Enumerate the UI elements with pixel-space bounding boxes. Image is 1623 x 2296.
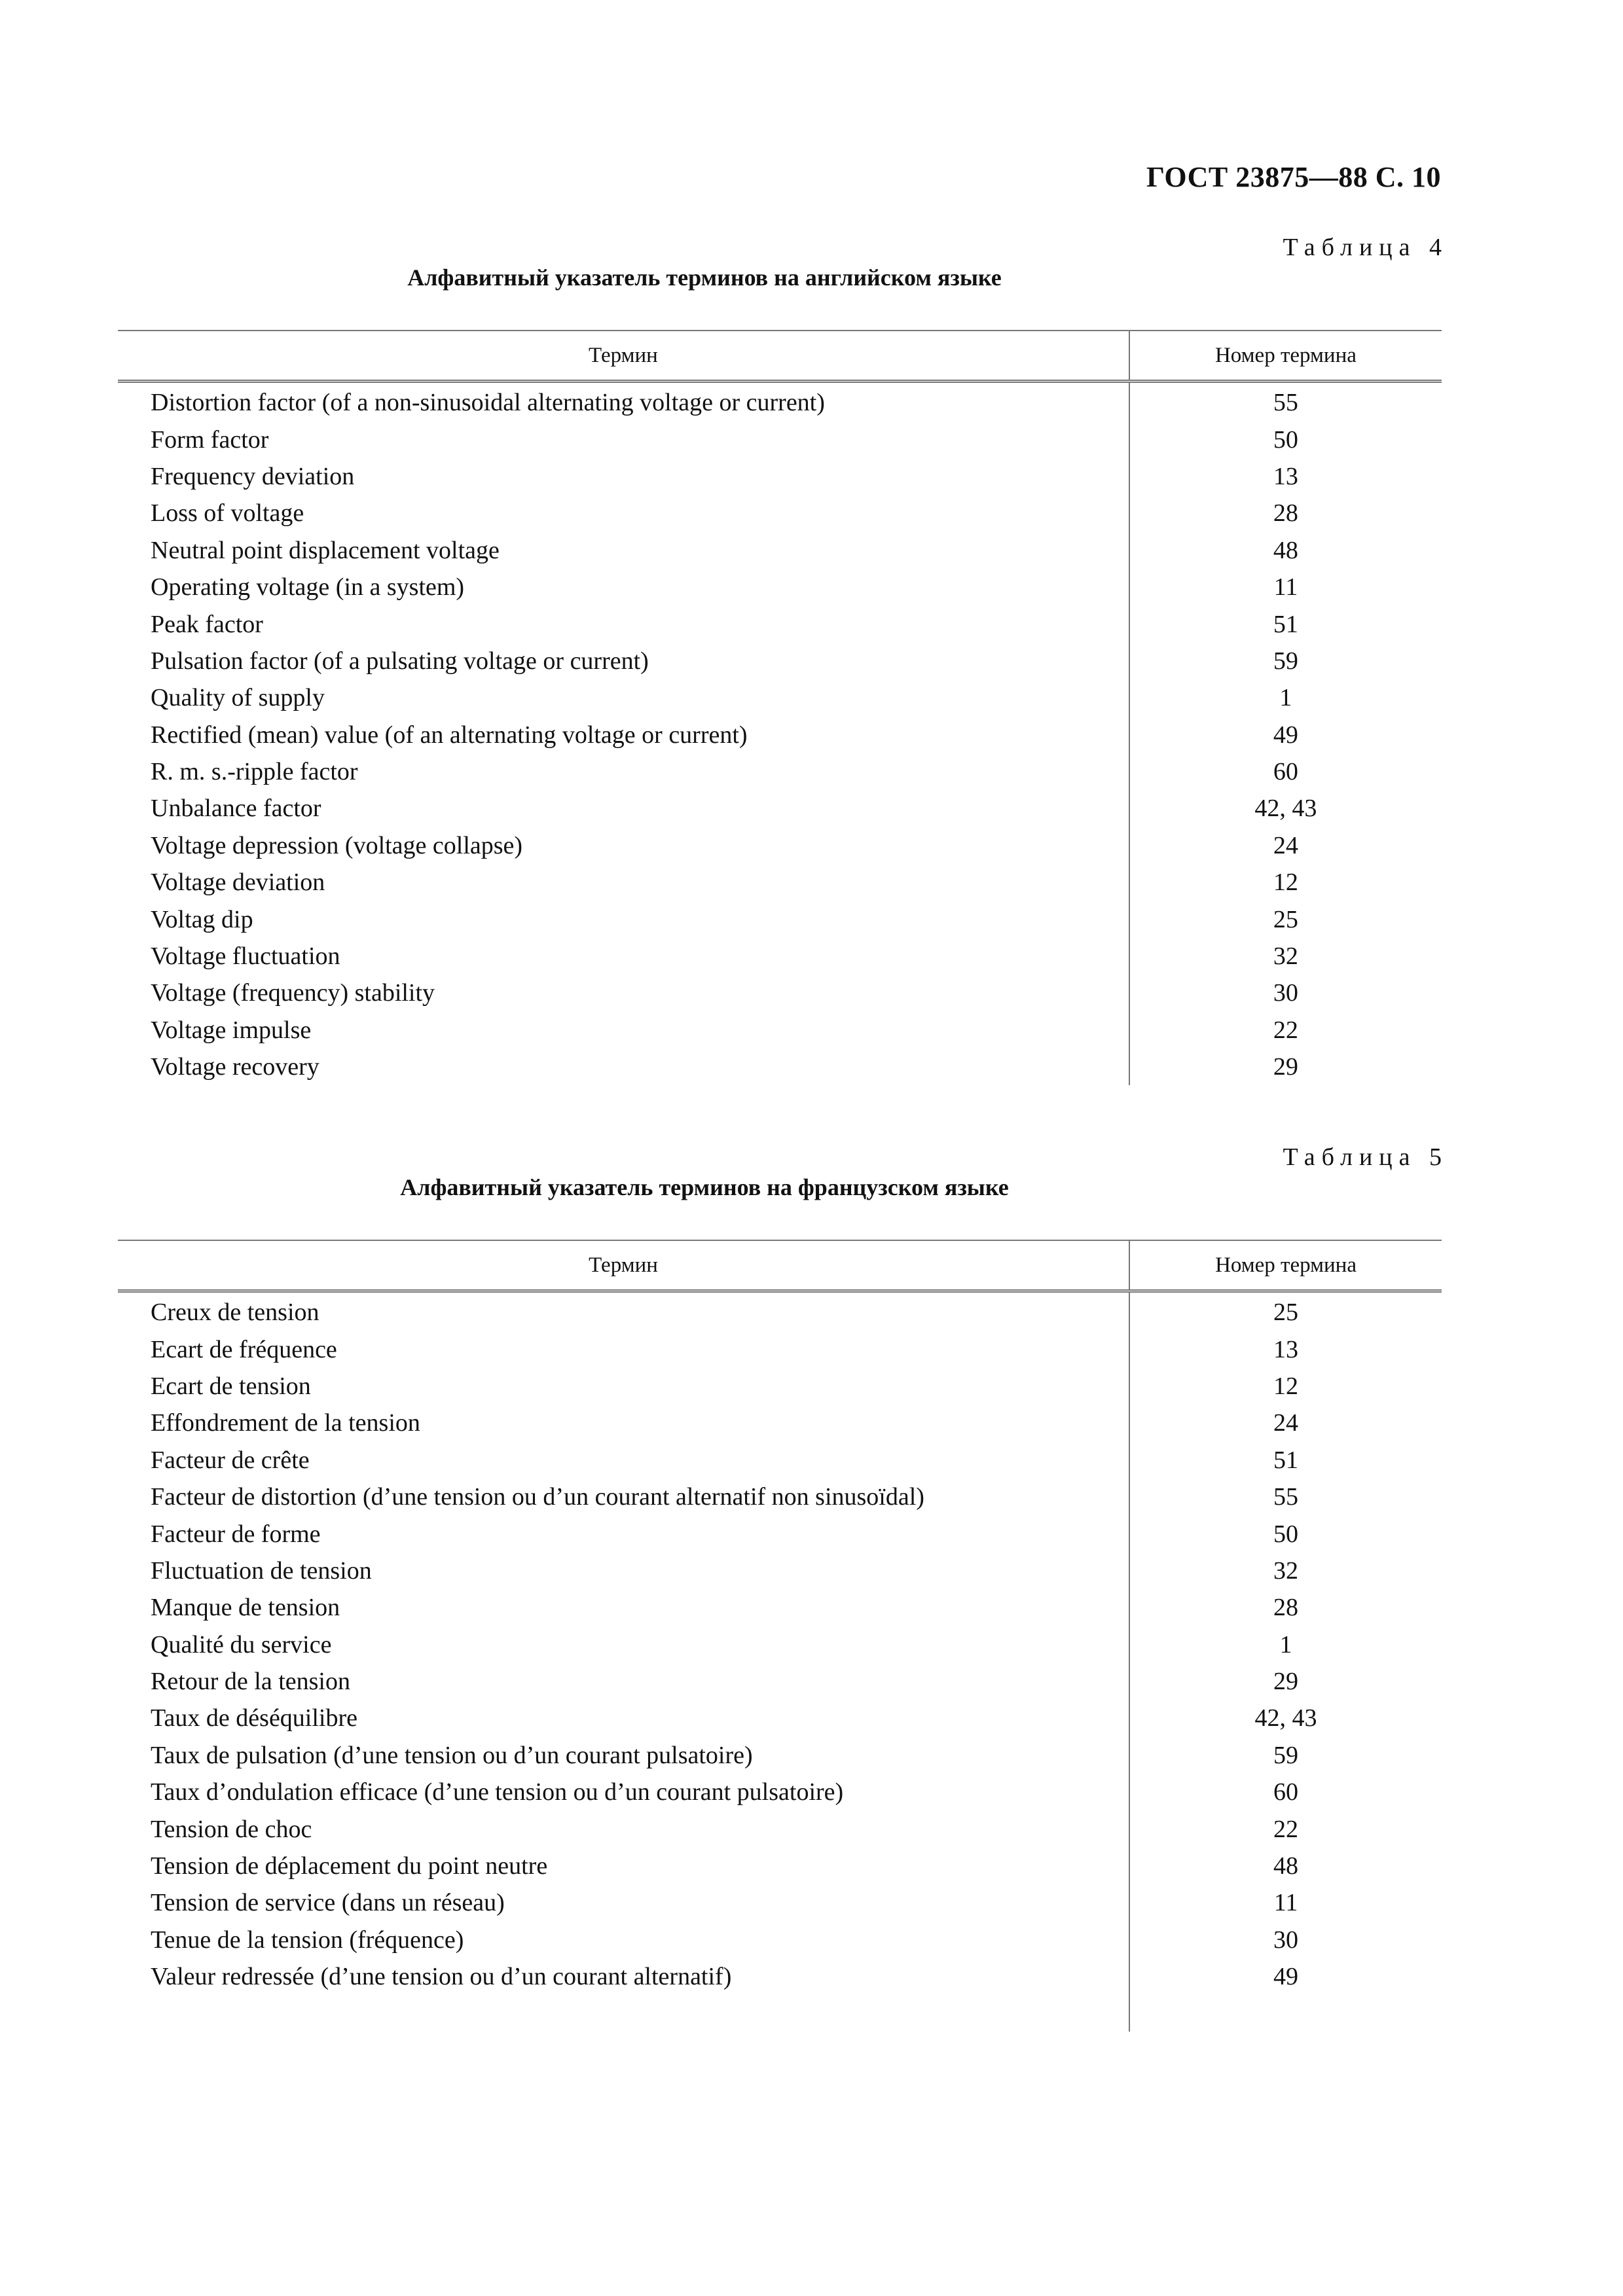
empty-row <box>118 1995 1442 2032</box>
empty-cell <box>1129 1995 1442 2032</box>
column-header-term: Термин <box>118 1240 1129 1291</box>
table-row <box>118 864 1442 901</box>
table-row <box>118 1589 1442 1626</box>
page-header: ГОСТ 23875—88 С. 10 <box>1146 161 1441 193</box>
term-number-cell: 42, 43 <box>1254 1704 1317 1732</box>
term-cell: Ecart de fréquence <box>118 1331 1129 1367</box>
table-row <box>118 1331 1442 1367</box>
table-row <box>118 1515 1442 1552</box>
table-header-row <box>118 1240 1442 1291</box>
term-number-cell: 29 <box>1273 1668 1299 1696</box>
term-number-cell: 11 <box>1273 573 1298 601</box>
term-cell: R. m. s.-ripple factor <box>118 753 1129 790</box>
table-row <box>118 1774 1442 1810</box>
french-terms-table <box>118 1240 1442 2032</box>
term-number-cell: 55 <box>1273 1483 1299 1511</box>
term-cell: Fluctuation de tension <box>118 1552 1129 1589</box>
table-row <box>118 753 1442 790</box>
term-cell: Loss of voltage <box>118 495 1129 531</box>
table-row <box>118 827 1442 864</box>
term-cell: Neutral point displacement voltage <box>118 532 1129 569</box>
term-number-cell: 13 <box>1273 1335 1299 1363</box>
term-number-cell: 42, 43 <box>1254 795 1317 823</box>
table-row <box>118 938 1442 975</box>
term-number-cell: 13 <box>1273 462 1298 490</box>
table-title: Алфавитный указатель терминов на французском языке <box>400 1174 1009 1200</box>
term-cell: Taux de pulsation (d’une tension ou d’un courant pulsatoire) <box>118 1737 1129 1774</box>
term-number-cell: 1 <box>1279 684 1292 712</box>
term-cell: Qualité du service <box>118 1626 1129 1663</box>
term-number-cell: 24 <box>1273 1409 1299 1437</box>
table-row <box>118 790 1442 827</box>
term-cell: Ecart de tension <box>118 1368 1129 1405</box>
table-row <box>118 1368 1442 1405</box>
table-row <box>118 1810 1442 1847</box>
table-row <box>118 1626 1442 1663</box>
table-row <box>118 1922 1442 1958</box>
term-cell: Tenue de la tension (fréquence) <box>118 1922 1129 1958</box>
term-cell: Taux d’ondulation efficace (d’une tension ou d’un courant pulsatoire) <box>118 1774 1129 1810</box>
term-number-cell: 60 <box>1273 1778 1299 1806</box>
table-row <box>118 1552 1442 1589</box>
term-number-cell: 49 <box>1273 721 1298 749</box>
term-number-cell: 25 <box>1273 1299 1299 1327</box>
term-cell: Tension de choc <box>118 1810 1129 1847</box>
term-number-cell: 25 <box>1273 905 1298 933</box>
term-cell: Pulsation factor (of a pulsating voltage or current) <box>118 643 1129 679</box>
table-number: Таблица 4 <box>1283 234 1448 261</box>
table-row <box>118 605 1442 642</box>
empty-cell <box>118 1995 1129 2032</box>
term-cell: Rectified (mean) value (of an alternating voltage or current) <box>118 717 1129 753</box>
table-row <box>118 1479 1442 1515</box>
term-cell: Voltage fluctuation <box>118 938 1129 975</box>
term-number-cell: 48 <box>1273 536 1298 564</box>
table-row <box>118 1884 1442 1921</box>
term-cell: Voltage (frequency) stability <box>118 975 1129 1011</box>
table-row <box>118 643 1442 679</box>
term-number-cell: 28 <box>1273 1594 1299 1622</box>
table-row <box>118 1663 1442 1700</box>
term-number-cell: 30 <box>1273 979 1298 1007</box>
term-number-cell: 51 <box>1273 1446 1299 1474</box>
table-4-section <box>118 232 1448 1085</box>
term-cell: Valeur redressée (d’une tension ou d’un courant alternatif) <box>118 1958 1129 1995</box>
term-number-cell: 29 <box>1273 1053 1298 1081</box>
term-number-cell: 60 <box>1273 758 1298 786</box>
table-row <box>118 532 1442 569</box>
term-cell: Voltage recovery <box>118 1049 1129 1085</box>
term-cell: Unbalance factor <box>118 790 1129 827</box>
column-header-number: Номер термина <box>1129 1240 1442 1291</box>
table-row <box>118 975 1442 1011</box>
term-number-cell: 12 <box>1273 1372 1299 1400</box>
term-cell: Facteur de crête <box>118 1442 1129 1479</box>
term-number-cell: 51 <box>1273 610 1298 638</box>
table-row <box>118 901 1442 937</box>
term-cell: Facteur de forme <box>118 1515 1129 1552</box>
column-header-term: Термин <box>118 331 1129 382</box>
table-row <box>118 1958 1442 1995</box>
column-header-number: Номер термина <box>1129 331 1442 382</box>
term-cell: Voltage depression (voltage collapse) <box>118 827 1129 864</box>
table-header-row <box>118 331 1442 382</box>
term-number-cell: 50 <box>1273 425 1298 454</box>
term-number-cell: 24 <box>1273 831 1298 859</box>
term-number-cell: 1 <box>1279 1630 1292 1659</box>
term-cell: Manque de tension <box>118 1589 1129 1626</box>
term-cell: Voltage deviation <box>118 864 1129 901</box>
term-cell: Taux de déséquilibre <box>118 1700 1129 1736</box>
term-cell: Peak factor <box>118 605 1129 642</box>
table-row <box>118 1049 1442 1085</box>
term-cell: Form factor <box>118 421 1129 457</box>
table-row <box>118 1012 1442 1049</box>
term-cell: Effondrement de la tension <box>118 1405 1129 1441</box>
term-number-cell: 22 <box>1273 1815 1299 1843</box>
table-row <box>118 1737 1442 1774</box>
term-number-cell: 59 <box>1273 1741 1299 1769</box>
term-number-cell: 48 <box>1273 1852 1299 1880</box>
term-number-cell: 30 <box>1273 1926 1299 1954</box>
term-number-cell: 55 <box>1273 389 1298 417</box>
term-number-cell: 11 <box>1273 1889 1298 1917</box>
table-row <box>118 717 1442 753</box>
term-cell: Retour de la tension <box>118 1663 1129 1700</box>
term-number-cell: 32 <box>1273 1556 1299 1585</box>
table-row <box>118 1848 1442 1884</box>
table-row <box>118 382 1442 422</box>
table-row <box>118 679 1442 716</box>
term-cell: Operating voltage (in a system) <box>118 569 1129 605</box>
term-cell: Tension de service (dans un réseau) <box>118 1884 1129 1921</box>
term-cell: Quality of supply <box>118 679 1129 716</box>
term-number-cell: 28 <box>1273 499 1298 528</box>
term-number-cell: 59 <box>1273 647 1298 675</box>
term-number-cell: 12 <box>1273 869 1298 897</box>
term-number-cell: 50 <box>1273 1520 1299 1548</box>
table-row <box>118 1700 1442 1736</box>
term-cell: Tension de déplacement du point neutre <box>118 1848 1129 1884</box>
table-number: Таблица 5 <box>1283 1143 1448 1171</box>
table-row <box>118 1291 1442 1331</box>
term-number-cell: 32 <box>1273 942 1298 971</box>
table-title: Алфавитный указатель терминов на английском языке <box>407 264 1002 291</box>
term-cell: Frequency deviation <box>118 458 1129 495</box>
term-cell: Voltag dip <box>118 901 1129 937</box>
term-cell: Distortion factor (of a non-sinusoidal alternating voltage or current) <box>118 382 1129 422</box>
term-cell: Voltage impulse <box>118 1012 1129 1049</box>
term-number-cell: 49 <box>1273 1963 1299 1991</box>
table-row <box>118 569 1442 605</box>
table-row <box>118 495 1442 531</box>
table-row <box>118 458 1442 495</box>
table-row <box>118 1405 1442 1441</box>
term-cell: Creux de tension <box>118 1291 1129 1331</box>
table-row <box>118 1442 1442 1479</box>
table-row <box>118 421 1442 457</box>
table-5-section <box>118 1142 1448 2032</box>
english-terms-table <box>118 330 1442 1085</box>
term-cell: Facteur de distortion (d’une tension ou d’un courant alternatif non sinusoïdal) <box>118 1479 1129 1515</box>
term-number-cell: 22 <box>1273 1016 1298 1044</box>
